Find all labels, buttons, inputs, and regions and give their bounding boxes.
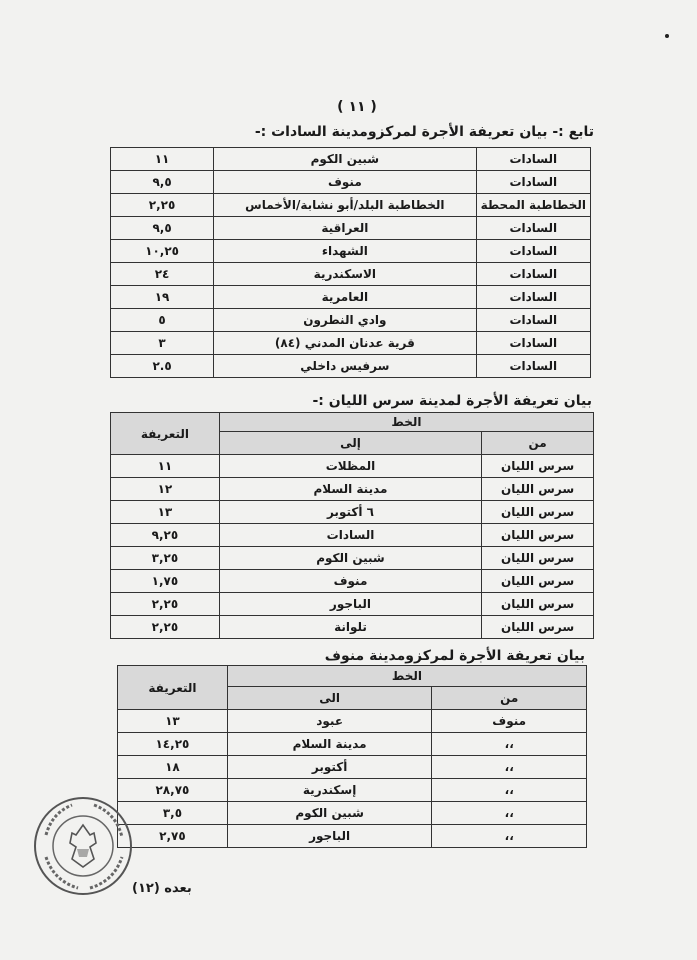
cell-from: ،، bbox=[432, 756, 587, 779]
cell-from: السادات bbox=[476, 286, 590, 309]
menouf-fare-table bbox=[117, 665, 587, 848]
header-to: إلى bbox=[219, 432, 481, 455]
cell-fare: ٩,٢٥ bbox=[111, 524, 220, 547]
cell-from: سرس الليان bbox=[482, 478, 594, 501]
continued-footer: بعده (١٢) bbox=[132, 881, 192, 896]
table-row bbox=[111, 501, 594, 524]
cell-fare: ١,٧٥ bbox=[111, 570, 220, 593]
table-row bbox=[111, 286, 591, 309]
cell-from: ،، bbox=[432, 733, 587, 756]
table-row bbox=[111, 570, 594, 593]
cell-to: العراقية bbox=[214, 217, 476, 240]
section1-heading: تابع :- بيان تعريفة الأجرة لمركزومدينة السادات :- bbox=[254, 124, 594, 140]
table-row bbox=[111, 148, 591, 171]
cell-from: السادات bbox=[476, 355, 590, 378]
cell-fare: ٣,٢٥ bbox=[111, 547, 220, 570]
cell-from: السادات bbox=[476, 309, 590, 332]
table-row bbox=[111, 616, 594, 639]
table-row bbox=[118, 710, 587, 733]
cell-from: سرس الليان bbox=[482, 570, 594, 593]
cell-fare: ١٠,٢٥ bbox=[111, 240, 214, 263]
page-number: ( ١١ ) bbox=[337, 99, 377, 115]
table-row bbox=[111, 593, 594, 616]
cell-fare: ١٣ bbox=[118, 710, 228, 733]
cell-from: سرس الليان bbox=[482, 593, 594, 616]
table-row bbox=[118, 802, 587, 825]
cell-fare: ٢,٢٥ bbox=[111, 616, 220, 639]
table-row bbox=[118, 779, 587, 802]
cell-from: ،، bbox=[432, 802, 587, 825]
official-seal-stamp bbox=[32, 795, 134, 897]
cell-to: المظلات bbox=[219, 455, 481, 478]
cell-to: تلوانة bbox=[219, 616, 481, 639]
cell-to: السادات bbox=[219, 524, 481, 547]
header-from: من bbox=[482, 432, 594, 455]
cell-from: سرس الليان bbox=[482, 501, 594, 524]
cell-fare: ٣ bbox=[111, 332, 214, 355]
cell-from: السادات bbox=[476, 217, 590, 240]
table-row bbox=[111, 478, 594, 501]
table-row bbox=[118, 733, 587, 756]
cell-fare: ٢,٢٥ bbox=[111, 194, 214, 217]
cell-to: الخطاطبة البلد/أبو نشابة/الأخماس bbox=[214, 194, 476, 217]
cell-from: سرس الليان bbox=[482, 616, 594, 639]
cell-to: الباجور bbox=[227, 825, 432, 848]
cell-fare: ٥ bbox=[111, 309, 214, 332]
section2-heading: بيان تعريفة الأجرة لمدينة سرس الليان :- bbox=[312, 393, 592, 409]
cell-from: السادات bbox=[476, 240, 590, 263]
cell-fare: ١١ bbox=[111, 455, 220, 478]
cell-fare: ١٩ bbox=[111, 286, 214, 309]
cell-to: مدينة السلام bbox=[227, 733, 432, 756]
cell-fare: ٩,٥ bbox=[111, 217, 214, 240]
header-to: الى bbox=[227, 687, 432, 710]
table-row bbox=[111, 355, 591, 378]
cell-fare: ٢,٢٥ bbox=[111, 593, 220, 616]
cell-to: ٦ أكتوبر bbox=[219, 501, 481, 524]
table-row bbox=[111, 309, 591, 332]
header-fare: التعريفة bbox=[118, 666, 228, 710]
table-row bbox=[111, 263, 591, 286]
cell-to: شبين الكوم bbox=[227, 802, 432, 825]
cell-fare: ٩,٥ bbox=[111, 171, 214, 194]
cell-to: شبين الكوم bbox=[219, 547, 481, 570]
header-line: الخط bbox=[227, 666, 586, 687]
table-row bbox=[111, 171, 591, 194]
table-row bbox=[111, 332, 591, 355]
cell-to: الشهداء bbox=[214, 240, 476, 263]
cell-fare: ٢٤ bbox=[111, 263, 214, 286]
cell-to: سرفيس داخلي bbox=[214, 355, 476, 378]
sers-ellayan-fare-table bbox=[110, 412, 594, 639]
header-line: الخط bbox=[219, 413, 593, 432]
cell-to: عبود bbox=[227, 710, 432, 733]
cell-fare: ١١ bbox=[111, 148, 214, 171]
cell-fare: ١٨ bbox=[118, 756, 228, 779]
table-row bbox=[111, 547, 594, 570]
cell-to: إسكندرية bbox=[227, 779, 432, 802]
cell-fare: ١٤,٢٥ bbox=[118, 733, 228, 756]
cell-to: وادي النطرون bbox=[214, 309, 476, 332]
table-row bbox=[111, 217, 591, 240]
table-row bbox=[118, 756, 587, 779]
cell-from: السادات bbox=[476, 332, 590, 355]
cell-to: شبين الكوم bbox=[214, 148, 476, 171]
cell-from: سرس الليان bbox=[482, 455, 594, 478]
table-row bbox=[111, 194, 591, 217]
cell-to: منوف bbox=[214, 171, 476, 194]
table-row bbox=[111, 240, 591, 263]
cell-fare: ٢.٥ bbox=[111, 355, 214, 378]
cell-fare: ٢,٧٥ bbox=[118, 825, 228, 848]
table-row bbox=[111, 455, 594, 478]
cell-to: الباجور bbox=[219, 593, 481, 616]
header-fare: التعريفة bbox=[111, 413, 220, 455]
cell-from: ،، bbox=[432, 825, 587, 848]
cell-from: منوف bbox=[432, 710, 587, 733]
cell-to: مدينة السلام bbox=[219, 478, 481, 501]
cell-from: الخطاطبة المحطة bbox=[476, 194, 590, 217]
cell-from: سرس الليان bbox=[482, 524, 594, 547]
cell-fare: ١٢ bbox=[111, 478, 220, 501]
cell-fare: ٣,٥ bbox=[118, 802, 228, 825]
cell-from: السادات bbox=[476, 148, 590, 171]
cell-from: السادات bbox=[476, 171, 590, 194]
cell-to: أكتوبر bbox=[227, 756, 432, 779]
cell-from: سرس الليان bbox=[482, 547, 594, 570]
cell-fare: ٢٨,٧٥ bbox=[118, 779, 228, 802]
cell-to: الاسكندرية bbox=[214, 263, 476, 286]
cell-fare: ١٣ bbox=[111, 501, 220, 524]
cell-from: السادات bbox=[476, 263, 590, 286]
cell-to: منوف bbox=[219, 570, 481, 593]
header-from: من bbox=[432, 687, 587, 710]
table-row bbox=[111, 524, 594, 547]
cell-to: قرية عدنان المدني (٨٤) bbox=[214, 332, 476, 355]
page-dot bbox=[665, 34, 669, 38]
table-row bbox=[118, 825, 587, 848]
cell-to: العامرية bbox=[214, 286, 476, 309]
cell-from: ،، bbox=[432, 779, 587, 802]
sadat-fare-table bbox=[110, 147, 591, 378]
section3-heading: بيان تعريفة الأجرة لمركزومدينة منوف bbox=[324, 648, 585, 664]
